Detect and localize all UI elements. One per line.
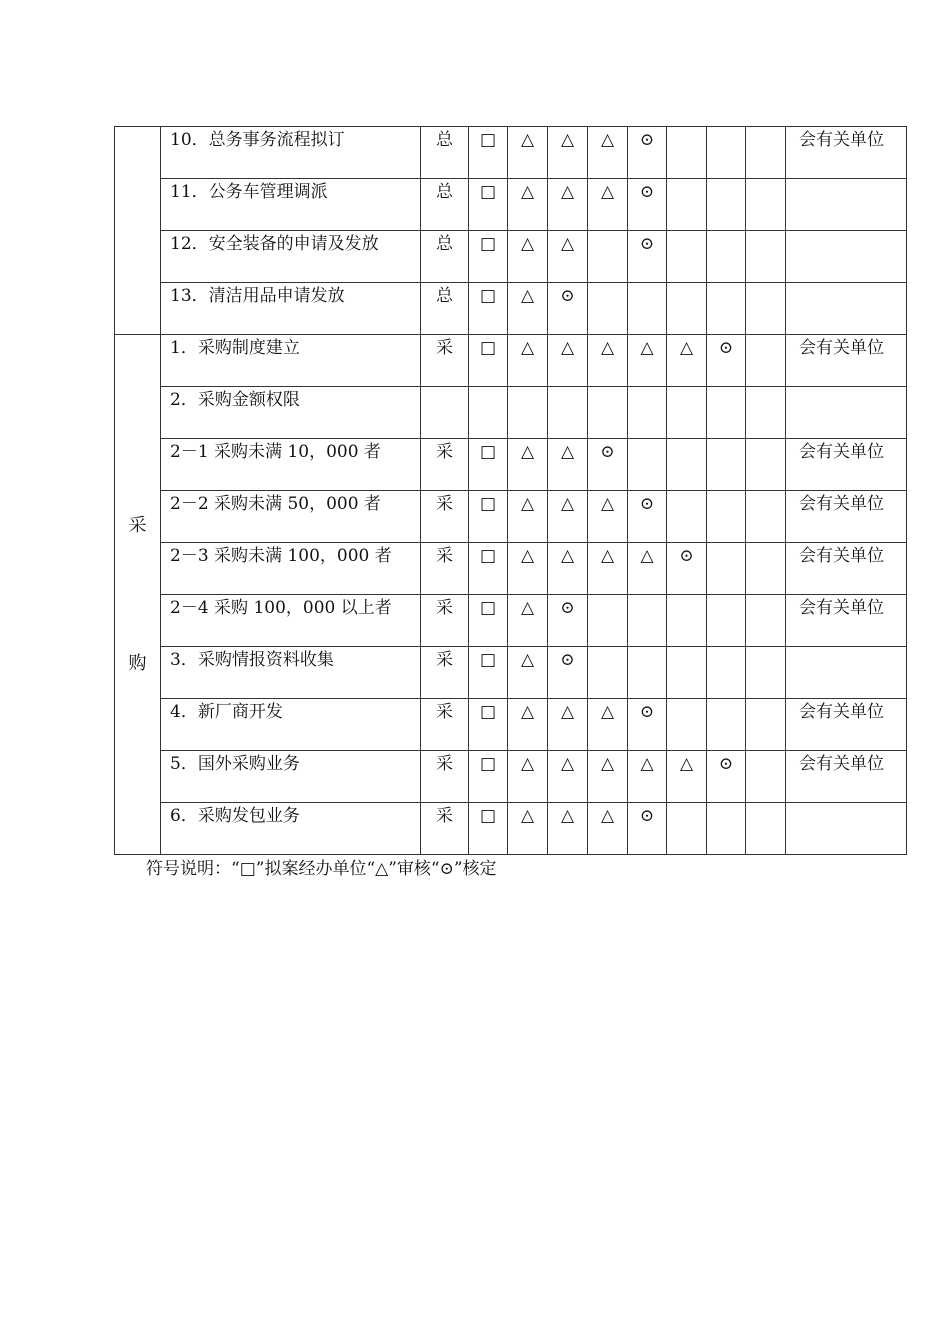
dept-cell: 采 — [421, 751, 469, 803]
table-row — [115, 543, 907, 595]
group-label-cell — [115, 335, 161, 855]
mark-cell: △ — [628, 751, 667, 803]
mark-cell — [707, 283, 746, 335]
table-row — [115, 699, 907, 751]
remark-cell: 会有关单位 — [786, 439, 907, 491]
mark-cell — [667, 803, 707, 855]
item-cell: 2－2 采购未满 50，000 者 — [161, 491, 421, 543]
mark-cell: □ — [469, 231, 508, 283]
dept-cell: 采 — [421, 595, 469, 647]
mark-cell: △ — [588, 699, 628, 751]
mark-cell: △ — [508, 699, 548, 751]
dept-cell: 采 — [421, 699, 469, 751]
mark-cell: □ — [469, 439, 508, 491]
mark-cell — [707, 439, 746, 491]
table-row — [115, 491, 907, 543]
mark-cell: □ — [469, 127, 508, 179]
dept-cell: 总 — [421, 127, 469, 179]
mark-cell — [628, 387, 667, 439]
dept-cell: 采 — [421, 543, 469, 595]
table-row — [115, 179, 907, 231]
mark-cell — [746, 335, 786, 387]
mark-cell — [667, 283, 707, 335]
mark-cell: △ — [508, 647, 548, 699]
mark-cell: △ — [588, 803, 628, 855]
mark-cell: △ — [548, 335, 588, 387]
mark-cell — [667, 595, 707, 647]
mark-cell — [746, 231, 786, 283]
mark-cell — [667, 179, 707, 231]
mark-cell — [707, 127, 746, 179]
mark-cell — [746, 803, 786, 855]
mark-cell — [588, 647, 628, 699]
mark-cell: □ — [469, 543, 508, 595]
mark-cell: △ — [508, 803, 548, 855]
mark-cell — [707, 491, 746, 543]
mark-cell — [588, 231, 628, 283]
mark-cell — [746, 439, 786, 491]
mark-cell: △ — [508, 335, 548, 387]
remark-cell — [786, 231, 907, 283]
mark-cell: ⊙ — [588, 439, 628, 491]
mark-cell — [707, 231, 746, 283]
mark-cell: △ — [628, 335, 667, 387]
mark-cell: □ — [469, 751, 508, 803]
mark-cell: △ — [548, 127, 588, 179]
mark-cell: △ — [508, 127, 548, 179]
mark-cell: △ — [628, 543, 667, 595]
mark-cell: ⊙ — [628, 699, 667, 751]
item-cell: 3．采购情报资料收集 — [161, 647, 421, 699]
item-cell: 2．采购金额权限 — [161, 387, 421, 439]
item-cell: 11．公务车管理调派 — [161, 179, 421, 231]
table-row — [115, 283, 907, 335]
mark-cell — [588, 283, 628, 335]
mark-cell: △ — [508, 231, 548, 283]
mark-cell — [707, 179, 746, 231]
dept-cell: 采 — [421, 439, 469, 491]
mark-cell — [548, 387, 588, 439]
mark-cell: ⊙ — [548, 647, 588, 699]
mark-cell — [707, 543, 746, 595]
mark-cell: △ — [508, 283, 548, 335]
item-cell: 2－4 采购 100，000 以上者 — [161, 595, 421, 647]
mark-cell — [707, 387, 746, 439]
mark-cell — [588, 387, 628, 439]
mark-cell — [469, 387, 508, 439]
dept-cell: 总 — [421, 179, 469, 231]
mark-cell: □ — [469, 335, 508, 387]
mark-cell: ⊙ — [707, 335, 746, 387]
mark-cell: △ — [548, 231, 588, 283]
mark-cell — [707, 699, 746, 751]
table-row — [115, 387, 907, 439]
table-row — [115, 803, 907, 855]
mark-cell — [746, 179, 786, 231]
item-cell: 1．采购制度建立 — [161, 335, 421, 387]
mark-cell: □ — [469, 699, 508, 751]
mark-cell: △ — [508, 179, 548, 231]
mark-cell — [588, 595, 628, 647]
mark-cell: △ — [548, 439, 588, 491]
mark-cell — [746, 283, 786, 335]
dept-cell: 采 — [421, 335, 469, 387]
mark-cell: ⊙ — [548, 595, 588, 647]
remark-cell — [786, 647, 907, 699]
mark-cell — [667, 699, 707, 751]
mark-cell: △ — [667, 751, 707, 803]
mark-cell: ⊙ — [628, 127, 667, 179]
mark-cell: △ — [588, 335, 628, 387]
mark-cell: △ — [548, 491, 588, 543]
dept-cell: 总 — [421, 231, 469, 283]
table-row — [115, 751, 907, 803]
mark-cell: □ — [469, 491, 508, 543]
mark-cell: △ — [508, 751, 548, 803]
remark-cell: 会有关单位 — [786, 335, 907, 387]
mark-cell — [746, 699, 786, 751]
item-cell: 6．采购发包业务 — [161, 803, 421, 855]
mark-cell: ⊙ — [628, 803, 667, 855]
mark-cell: △ — [588, 491, 628, 543]
mark-cell: △ — [588, 127, 628, 179]
group-label-cell — [115, 127, 161, 335]
mark-cell: △ — [548, 751, 588, 803]
item-cell: 13．清洁用品申请发放 — [161, 283, 421, 335]
item-cell: 12．安全装备的申请及发放 — [161, 231, 421, 283]
mark-cell — [667, 491, 707, 543]
mark-cell — [628, 647, 667, 699]
item-cell: 10．总务事务流程拟订 — [161, 127, 421, 179]
mark-cell: △ — [508, 543, 548, 595]
remark-cell: 会有关单位 — [786, 595, 907, 647]
authority-matrix-table — [114, 126, 907, 855]
mark-cell: □ — [469, 803, 508, 855]
symbol-legend: 符号说明：“□”拟案经办单位“△”审核“⊙”核定 — [146, 859, 497, 879]
table-row — [115, 335, 907, 387]
table-row — [115, 439, 907, 491]
mark-cell: △ — [667, 335, 707, 387]
dept-cell: 采 — [421, 491, 469, 543]
item-cell: 5．国外采购业务 — [161, 751, 421, 803]
mark-cell: ⊙ — [628, 179, 667, 231]
mark-cell: △ — [588, 179, 628, 231]
mark-cell — [707, 803, 746, 855]
mark-cell — [746, 543, 786, 595]
mark-cell: △ — [508, 439, 548, 491]
remark-cell — [786, 803, 907, 855]
remark-cell: 会有关单位 — [786, 491, 907, 543]
table-row — [115, 595, 907, 647]
mark-cell: △ — [588, 751, 628, 803]
remark-cell: 会有关单位 — [786, 751, 907, 803]
mark-cell — [746, 127, 786, 179]
mark-cell: ⊙ — [548, 283, 588, 335]
mark-cell — [667, 439, 707, 491]
remark-cell: 会有关单位 — [786, 127, 907, 179]
mark-cell: △ — [548, 803, 588, 855]
group-label-char: 采 — [128, 514, 147, 536]
dept-cell: 采 — [421, 647, 469, 699]
mark-cell — [628, 595, 667, 647]
mark-cell: △ — [588, 543, 628, 595]
mark-cell: ⊙ — [628, 491, 667, 543]
mark-cell — [746, 751, 786, 803]
mark-cell: □ — [469, 283, 508, 335]
mark-cell: □ — [469, 647, 508, 699]
remark-cell — [786, 387, 907, 439]
dept-cell: 采 — [421, 803, 469, 855]
dept-cell: 总 — [421, 283, 469, 335]
mark-cell — [746, 387, 786, 439]
remark-cell — [786, 283, 907, 335]
mark-cell — [628, 439, 667, 491]
mark-cell — [746, 595, 786, 647]
mark-cell: △ — [508, 491, 548, 543]
table-row — [115, 127, 907, 179]
mark-cell: □ — [469, 595, 508, 647]
mark-cell: ⊙ — [628, 231, 667, 283]
item-cell: 2－3 采购未满 100，000 者 — [161, 543, 421, 595]
mark-cell: ⊙ — [667, 543, 707, 595]
mark-cell: △ — [548, 699, 588, 751]
mark-cell: □ — [469, 179, 508, 231]
remark-cell: 会有关单位 — [786, 543, 907, 595]
mark-cell — [667, 387, 707, 439]
table-row — [115, 647, 907, 699]
mark-cell: △ — [508, 595, 548, 647]
mark-cell — [746, 491, 786, 543]
mark-cell — [707, 647, 746, 699]
group-label-char: 购 — [128, 652, 147, 674]
mark-cell — [508, 387, 548, 439]
mark-cell — [707, 595, 746, 647]
group-label — [115, 516, 160, 674]
mark-cell — [667, 127, 707, 179]
item-cell: 2－1 采购未满 10，000 者 — [161, 439, 421, 491]
dept-cell — [421, 387, 469, 439]
mark-cell — [667, 647, 707, 699]
mark-cell — [746, 647, 786, 699]
mark-cell — [667, 231, 707, 283]
mark-cell: △ — [548, 543, 588, 595]
mark-cell — [628, 283, 667, 335]
mark-cell: ⊙ — [707, 751, 746, 803]
remark-cell — [786, 179, 907, 231]
item-cell: 4．新厂商开发 — [161, 699, 421, 751]
remark-cell: 会有关单位 — [786, 699, 907, 751]
mark-cell: △ — [548, 179, 588, 231]
table-row — [115, 231, 907, 283]
